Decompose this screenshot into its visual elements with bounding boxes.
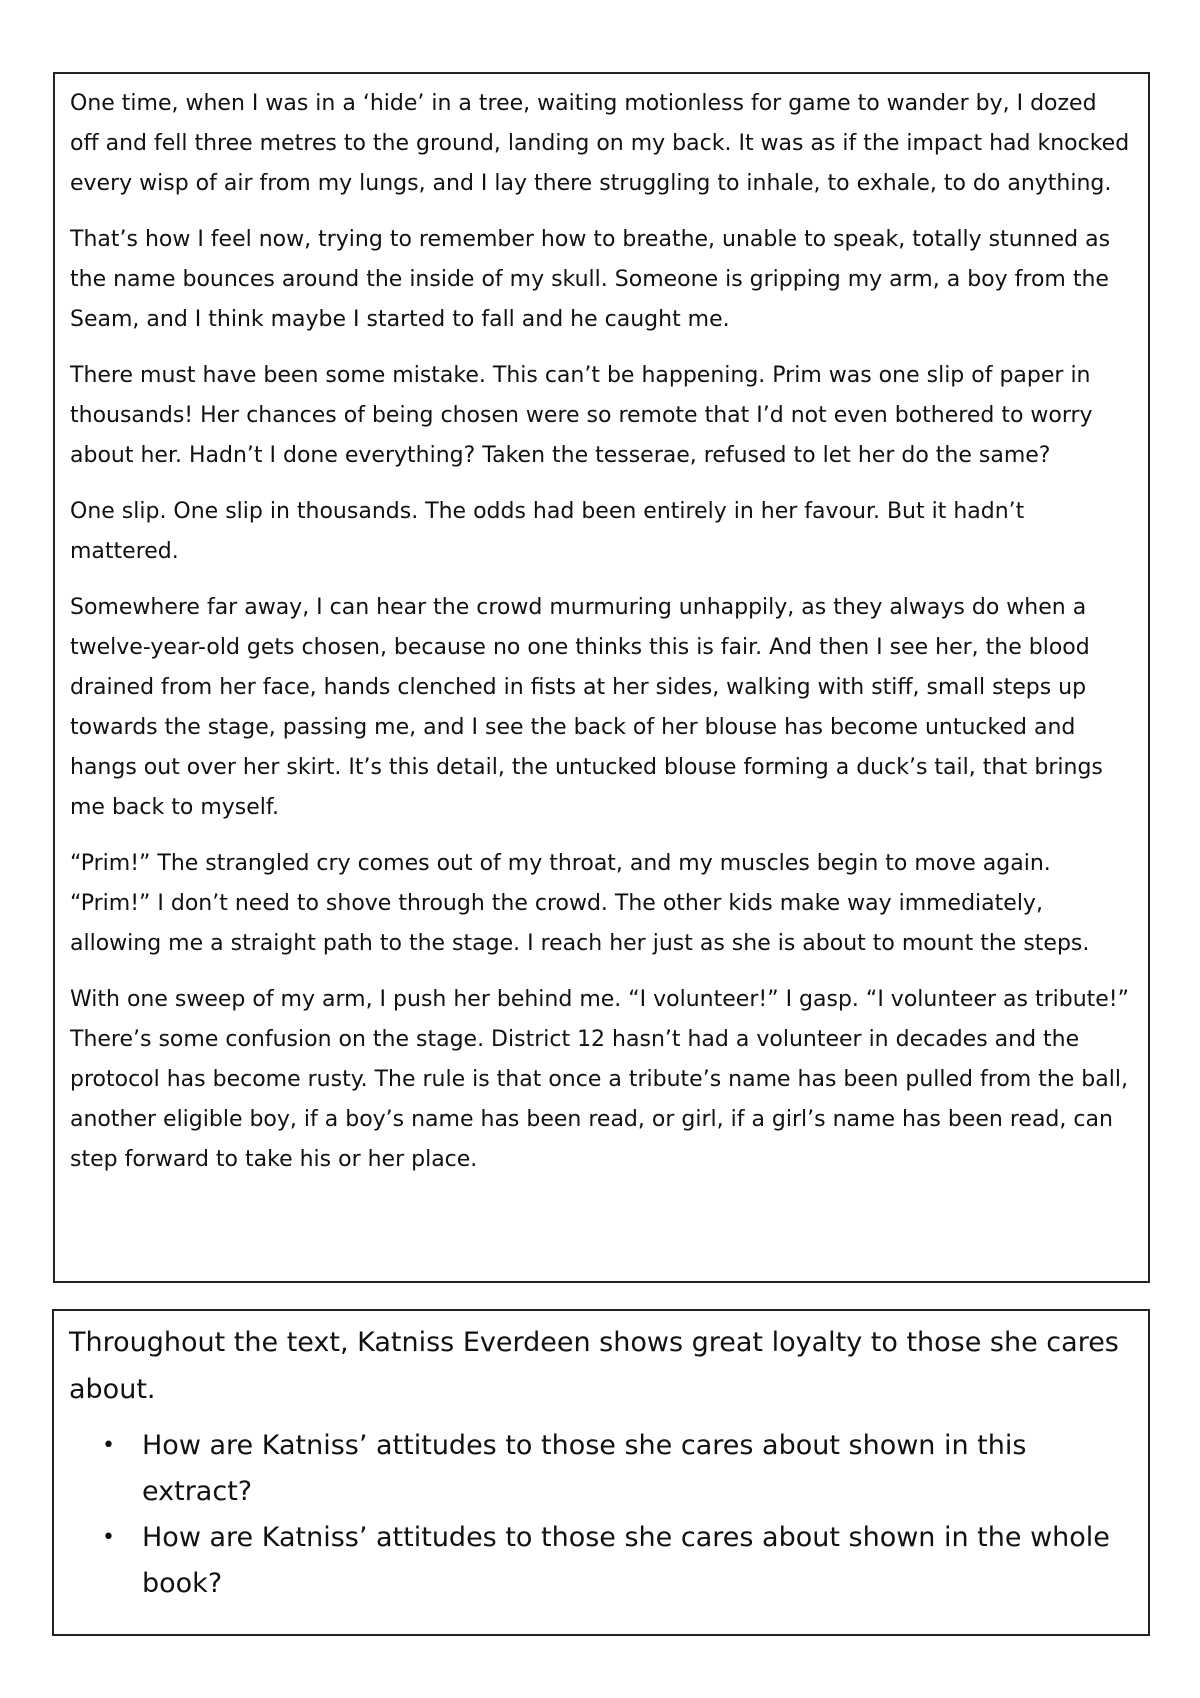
bullet-icon: • [102,1525,115,1550]
question-list [69,1423,1132,1607]
question-intro: Throughout the text, Katniss Everdeen shows great loyalty to those she cares about. [69,1327,1119,1405]
question-item [69,1423,1132,1515]
question-item [69,1515,1132,1607]
extract-paragraph-2: That’s how I feel now, trying to remember how to breathe, unable to speak, totally stunned as the name bounces around the inside of my skull. Someone is gripping my arm, a boy from the Seam, and I think maybe I started to fall and he caught me. [70,227,1111,332]
extract-paragraph-6: “Prim!” The strangled cry comes out of my throat, and my muscles begin to move again. “Prim!” I don’t need to shove through the crowd. The other kids make way immediately, allowing me a straight path to the stage. I reach her just as she is about to mount the steps. [70,851,1090,956]
extract-paragraph-7: With one sweep of my arm, I push her behind me. “I volunteer!” I gasp. “I volunteer as tribute!” There’s some confusion on the stage. District 12 hasn’t had a volunteer in decades and the protocol has become rusty. The rule is that once a tribute’s name has been pulled from the ball, another eligible boy, if a boy’s name has been read, or girl, if a girl’s name has been read, can step forward to take his or her place. [70,987,1130,1172]
extract-paragraph-3: There must have been some mistake. This can’t be happening. Prim was one slip of paper in thousands! Her chances of being chosen were so remote that I’d not even bothered to worry about her. Hadn’t I done everything? Taken the tesserae, refused to let her do the same? [70,363,1093,468]
extract-paragraph-5: Somewhere far away, I can hear the crowd murmuring unhappily, as they always do when a twelve-year-old gets chosen, because no one thinks this is fair. And then I see her, the blood drained from her face, hands clenched in fists at her sides, walking with stiff, small steps up towards the stage, passing me, and I see the back of her blouse has become untucked and hangs out over her skirt. It’s this detail, the untucked blouse forming a duck’s tail, that brings me back to myself. [70,595,1103,820]
question-item-text: How are Katniss’ attitudes to those she cares about shown in this extract? [142,1430,1027,1507]
extract-box [53,72,1150,1283]
question-box [52,1309,1150,1636]
question-item-text: How are Katniss’ attitudes to those she cares about shown in the whole book? [142,1522,1110,1599]
bullet-icon: • [102,1433,115,1458]
extract-paragraph-4: One slip. One slip in thousands. The odds had been entirely in her favour. But it hadn’t mattered. [70,499,1025,564]
extract-paragraph-1: One time, when I was in a ‘hide’ in a tree, waiting motionless for game to wander by, I dozed off and fell three metres to the ground, landing on my back. It was as if the impact had knocked every wisp of air from my lungs, and I lay there struggling to inhale, to exhale, to do anything. [70,91,1130,196]
